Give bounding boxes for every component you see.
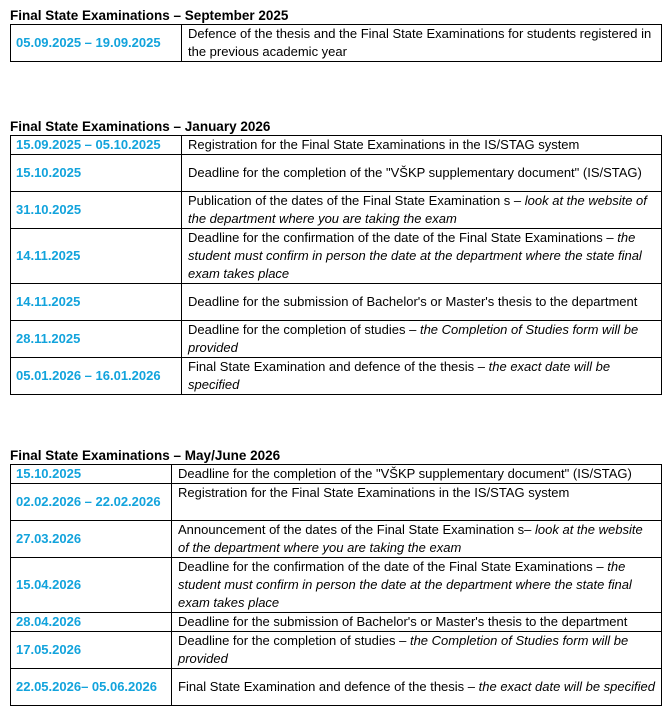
table-row: [11, 321, 662, 358]
row-description: Final State Examination and defence of the thesis – the exact date will be specified: [182, 358, 662, 395]
table-row: [11, 484, 662, 521]
table-row: [11, 358, 662, 395]
section-september-2025: [10, 8, 662, 62]
table-row: [11, 558, 662, 613]
table-row: [11, 229, 662, 284]
row-date: 15.09.2025 – 05.10.2025: [11, 136, 182, 155]
schedule-table: [10, 135, 662, 395]
section-title: Final State Examinations – May/June 2026: [10, 448, 281, 463]
table-row: [11, 632, 662, 669]
table-row: [11, 155, 662, 192]
row-description: Final State Examination and defence of the thesis – the exact date will be specified: [172, 669, 662, 706]
row-date: 15.10.2025: [11, 465, 172, 484]
table-row: [11, 613, 662, 632]
row-description: Deadline for the completion of the "VŠKP supplementary document" (IS/STAG): [182, 155, 662, 192]
row-date: 27.03.2026: [11, 521, 172, 558]
row-description: Deadline for the submission of Bachelor's or Master's thesis to the department: [172, 613, 662, 632]
table-row: [11, 465, 662, 484]
row-description: Defence of the thesis and the Final State Examinations for students registered in the previous academic year: [182, 25, 662, 62]
row-date: 31.10.2025: [11, 192, 182, 229]
section-title: Final State Examinations – January 2026: [10, 119, 271, 134]
table-row: [11, 669, 662, 706]
row-date: 22.05.2026– 05.06.2026: [11, 669, 172, 706]
row-date: 28.04.2026: [11, 613, 172, 632]
row-description: Deadline for the confirmation of the date of the Final State Examinations – the student must confirm in person the date at the department where the state final exam takes place: [182, 229, 662, 284]
row-date: 05.09.2025 – 19.09.2025: [11, 25, 182, 62]
row-description: Deadline for the confirmation of the date of the Final State Examinations – the student must confirm in person the date at the department where the state final exam takes place: [172, 558, 662, 613]
table-row: [11, 521, 662, 558]
row-date: 15.04.2026: [11, 558, 172, 613]
row-description: Deadline for the completion of studies – the Completion of Studies form will be provided: [182, 321, 662, 358]
schedule-table: [10, 24, 662, 62]
section-title: Final State Examinations – September 2025: [10, 8, 289, 23]
row-date: 17.05.2026: [11, 632, 172, 669]
table-row: [11, 192, 662, 229]
row-description: Registration for the Final State Examinations in the IS/STAG system: [182, 136, 662, 155]
row-description: Deadline for the completion of the "VŠKP supplementary document" (IS/STAG): [172, 465, 662, 484]
table-row: [11, 25, 662, 62]
row-date: 28.11.2025: [11, 321, 182, 358]
table-row: [11, 136, 662, 155]
table-row: [11, 284, 662, 321]
row-description: Deadline for the submission of Bachelor's or Master's thesis to the department: [182, 284, 662, 321]
row-date: 02.02.2026 – 22.02.2026: [11, 484, 172, 521]
schedule-table: [10, 464, 662, 706]
row-description: Publication of the dates of the Final State Examination s – look at the website of the department where you are taking the exam: [182, 192, 662, 229]
row-date: 15.10.2025: [11, 155, 182, 192]
section-may-june-2026: [10, 448, 662, 706]
row-description: Deadline for the completion of studies – the Completion of Studies form will be provided: [172, 632, 662, 669]
section-january-2026: [10, 119, 662, 395]
row-description: Announcement of the dates of the Final State Examination s– look at the website of the department where you are taking the exam: [172, 521, 662, 558]
row-description: Registration for the Final State Examinations in the IS/STAG system: [172, 484, 662, 521]
row-date: 05.01.2026 – 16.01.2026: [11, 358, 182, 395]
row-date: 14.11.2025: [11, 229, 182, 284]
row-date: 14.11.2025: [11, 284, 182, 321]
